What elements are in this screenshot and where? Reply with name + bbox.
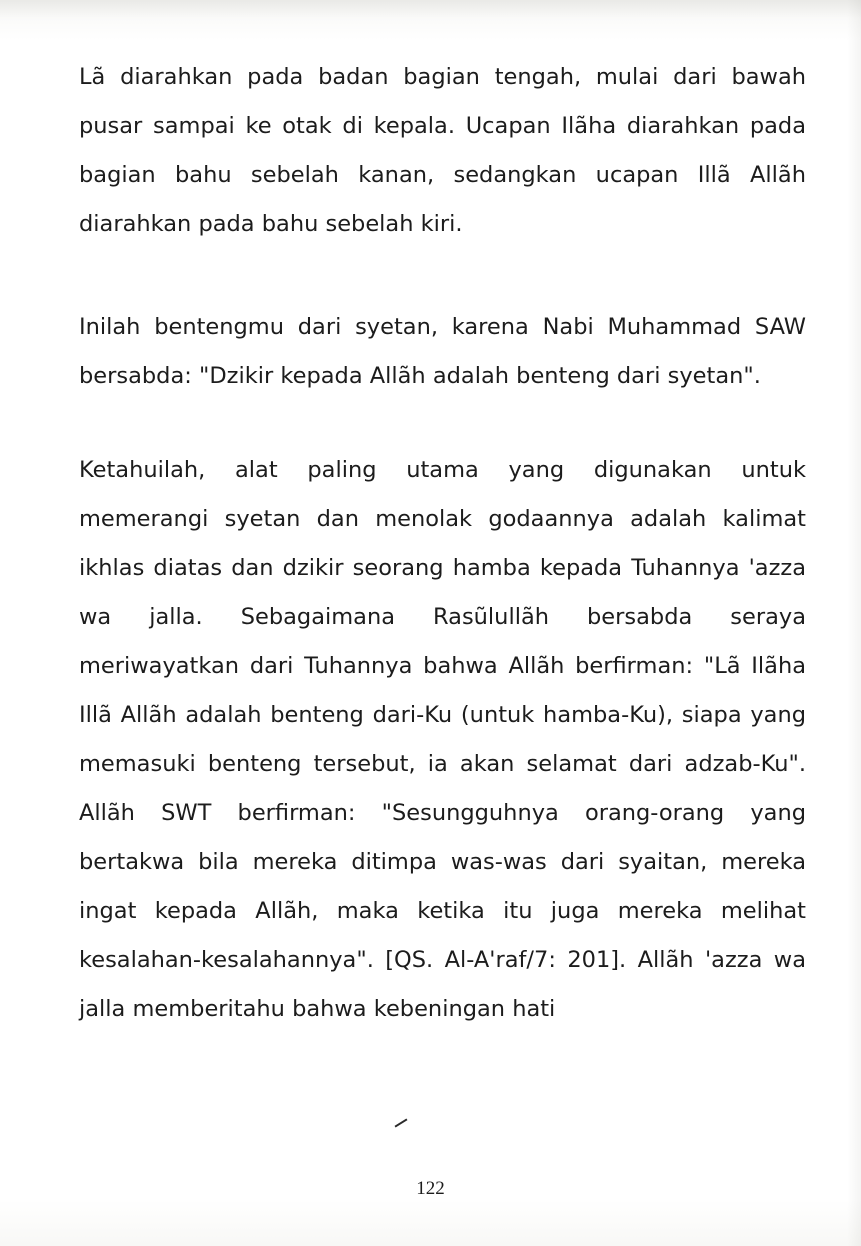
scan-shadow-top [0, 0, 861, 18]
page-number: 122 [416, 1178, 445, 1199]
paragraph-1: Lã diarahkan pada badan bagian tengah, mulai dari bawah pusar sampai ke otak di kepala. Ucapan Ilãha diarahkan pada bagian bahu sebelah kanan, sedangkan ucapan Illã Allãh diarahkan pada bahu sebelah kiri. [79, 64, 806, 237]
scan-shadow-right [847, 0, 861, 1246]
pen-mark [395, 1118, 408, 1127]
paragraph-2: Inilah bentengmu dari syetan, karena Nabi Muhammad SAW bersabda: "Dzikir kepada Allãh adalah benteng dari syetan". [79, 314, 806, 389]
paragraph-3: Ketahuilah, alat paling utama yang digunakan untuk memerangi syetan dan menolak godaannya adalah kalimat ikhlas diatas dan dzikir seorang hamba kepada Tuhannya 'azza wa jalla. Sebagaimana Rasũlullãh bersabda seraya meriwayatkan dari Tuhannya bahwa Allãh berfirman: "Lã Ilãha Illã Allãh adalah benteng dari-Ku (untuk hamba-Ku), siapa yang memasuki benteng tersebut, ia akan selamat dari adzab-Ku". Allãh SWT berfirman: "Sesungguhnya orang-orang yang bertakwa bila mereka ditimpa was-was dari syaitan, mereka ingat kepada Allãh, maka ketika itu juga mereka melihat kesalahan-kesalahannya". [QS. Al-A'raf/7: 201]. Allãh 'azza wa jalla memberitahu bahwa kebeningan hati [79, 457, 806, 1022]
